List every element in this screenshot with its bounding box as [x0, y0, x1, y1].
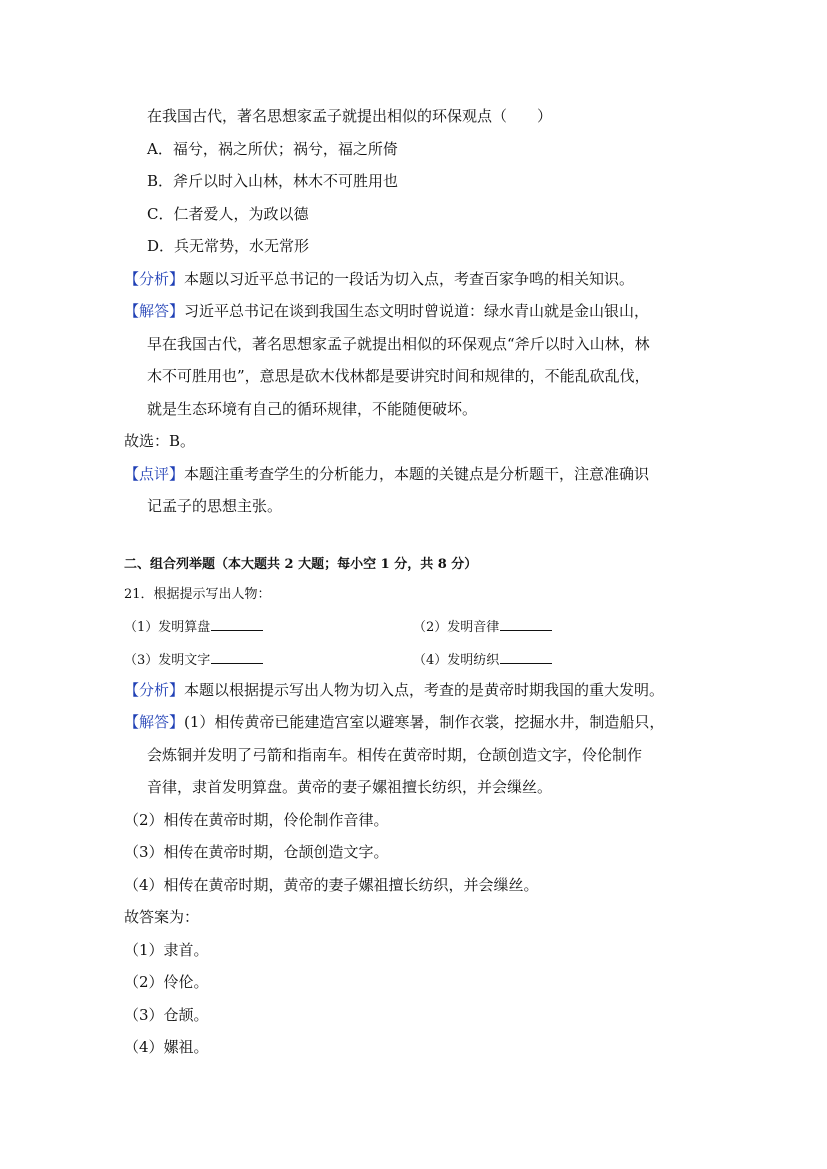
q21-item-1-label: （1）发明算盘	[124, 620, 211, 635]
answer-blank[interactable]	[500, 649, 552, 664]
q20-stem-tail: 在我国古代，著名思想家孟子就提出相似的环保观点（ ）	[147, 107, 553, 125]
q21-answer-line-3: 音律，隶首发明算盘。黄帝的妻子嫘祖擅长纺织，并会缫丝。	[147, 778, 553, 796]
q21-final-answer-3: （3）仓颉。	[124, 1006, 209, 1024]
q20-answer-line-1	[124, 301, 649, 321]
q21-item-4-label: （4）发明纺织	[413, 653, 500, 668]
q21-analysis	[124, 680, 664, 700]
q20-option-a: A．福兮，祸之所伏；祸兮，福之所倚	[147, 140, 398, 158]
q20-analysis	[124, 269, 634, 289]
answer-blank[interactable]	[211, 616, 263, 631]
analysis-text: 本题以习近平总书记的一段话为切入点，考查百家争鸣的相关知识。	[184, 270, 635, 288]
q21-item-1	[124, 616, 263, 638]
q20-comment-line-1	[124, 464, 649, 484]
q21-item-4	[413, 649, 552, 671]
analysis-label: 【分析】	[124, 270, 185, 288]
q21-final-label: 故答案为：	[124, 908, 200, 926]
q20-option-c: C．仁者爱人，为政以德	[147, 205, 309, 223]
section-heading: 二、组合列举题（本大题共 2 大题；每小空 1 分，共 8 分）	[124, 557, 478, 572]
comment-label: 【点评】	[124, 465, 185, 483]
q20-answer-line-2: 早在我国古代，著名思想家孟子就提出相似的环保观点“斧斤以时入山林，林	[147, 335, 650, 353]
q21-sub-answer-4: （4）相传在黄帝时期，黄帝的妻子嫘祖擅长纺织，并会缫丝。	[124, 876, 539, 894]
answer-blank[interactable]	[500, 616, 552, 631]
q21-item-2	[413, 616, 552, 638]
q21-final-answer-4: （4）嫘祖。	[124, 1038, 209, 1056]
answer-text: 习近平总书记在谈到我国生态文明时曾说道：绿水青山就是金山银山，	[184, 302, 650, 320]
answer-label: 【解答】	[124, 713, 185, 731]
q20-answer-line-4: 就是生态环境有自己的循环规律，不能随便破坏。	[147, 400, 478, 418]
q20-option-d: D．兵无常势，水无常形	[147, 237, 310, 255]
q21-stem: 21．根据提示写出人物：	[124, 587, 271, 602]
q21-item-3	[124, 649, 263, 671]
q20-comment-line-2: 记孟子的思想主张。	[147, 497, 283, 515]
answer-text: (1）相传黄帝已能建造宫室以避寒暑，制作衣裳，挖掘水井，制造船只，	[184, 713, 665, 731]
comment-text: 本题注重考查学生的分析能力，本题的关键点是分析题干，注意准确识	[184, 465, 650, 483]
q21-final-answer-2: （2）伶伦。	[124, 973, 209, 991]
q21-sub-answer-2: （2）相传在黄帝时期，伶伦制作音律。	[124, 811, 389, 829]
analysis-text: 本题以根据提示写出人物为切入点，考查的是黄帝时期我国的重大发明。	[184, 681, 665, 699]
q21-item-2-label: （2）发明音律	[413, 620, 500, 635]
q20-option-b: B．斧斤以时入山林，林木不可胜用也	[147, 172, 399, 190]
q20-choice: 故选：B。	[124, 432, 196, 450]
q21-sub-answer-3: （3）相传在黄帝时期，仓颉创造文字。	[124, 843, 389, 861]
q21-item-3-label: （3）发明文字	[124, 653, 211, 668]
answer-blank[interactable]	[211, 649, 263, 664]
answer-label: 【解答】	[124, 302, 185, 320]
q21-answer-line-1	[124, 712, 664, 732]
q20-answer-line-3: 木不可胜用也”，意思是砍木伐林都是要讲究时间和规律的，不能乱砍乱伐，	[147, 367, 650, 385]
q21-answer-line-2: 会炼铜并发明了弓箭和指南车。相传在黄帝时期，仓颉创造文字，伶伦制作	[147, 746, 643, 764]
q21-final-answer-1: （1）隶首。	[124, 941, 209, 959]
analysis-label: 【分析】	[124, 681, 185, 699]
